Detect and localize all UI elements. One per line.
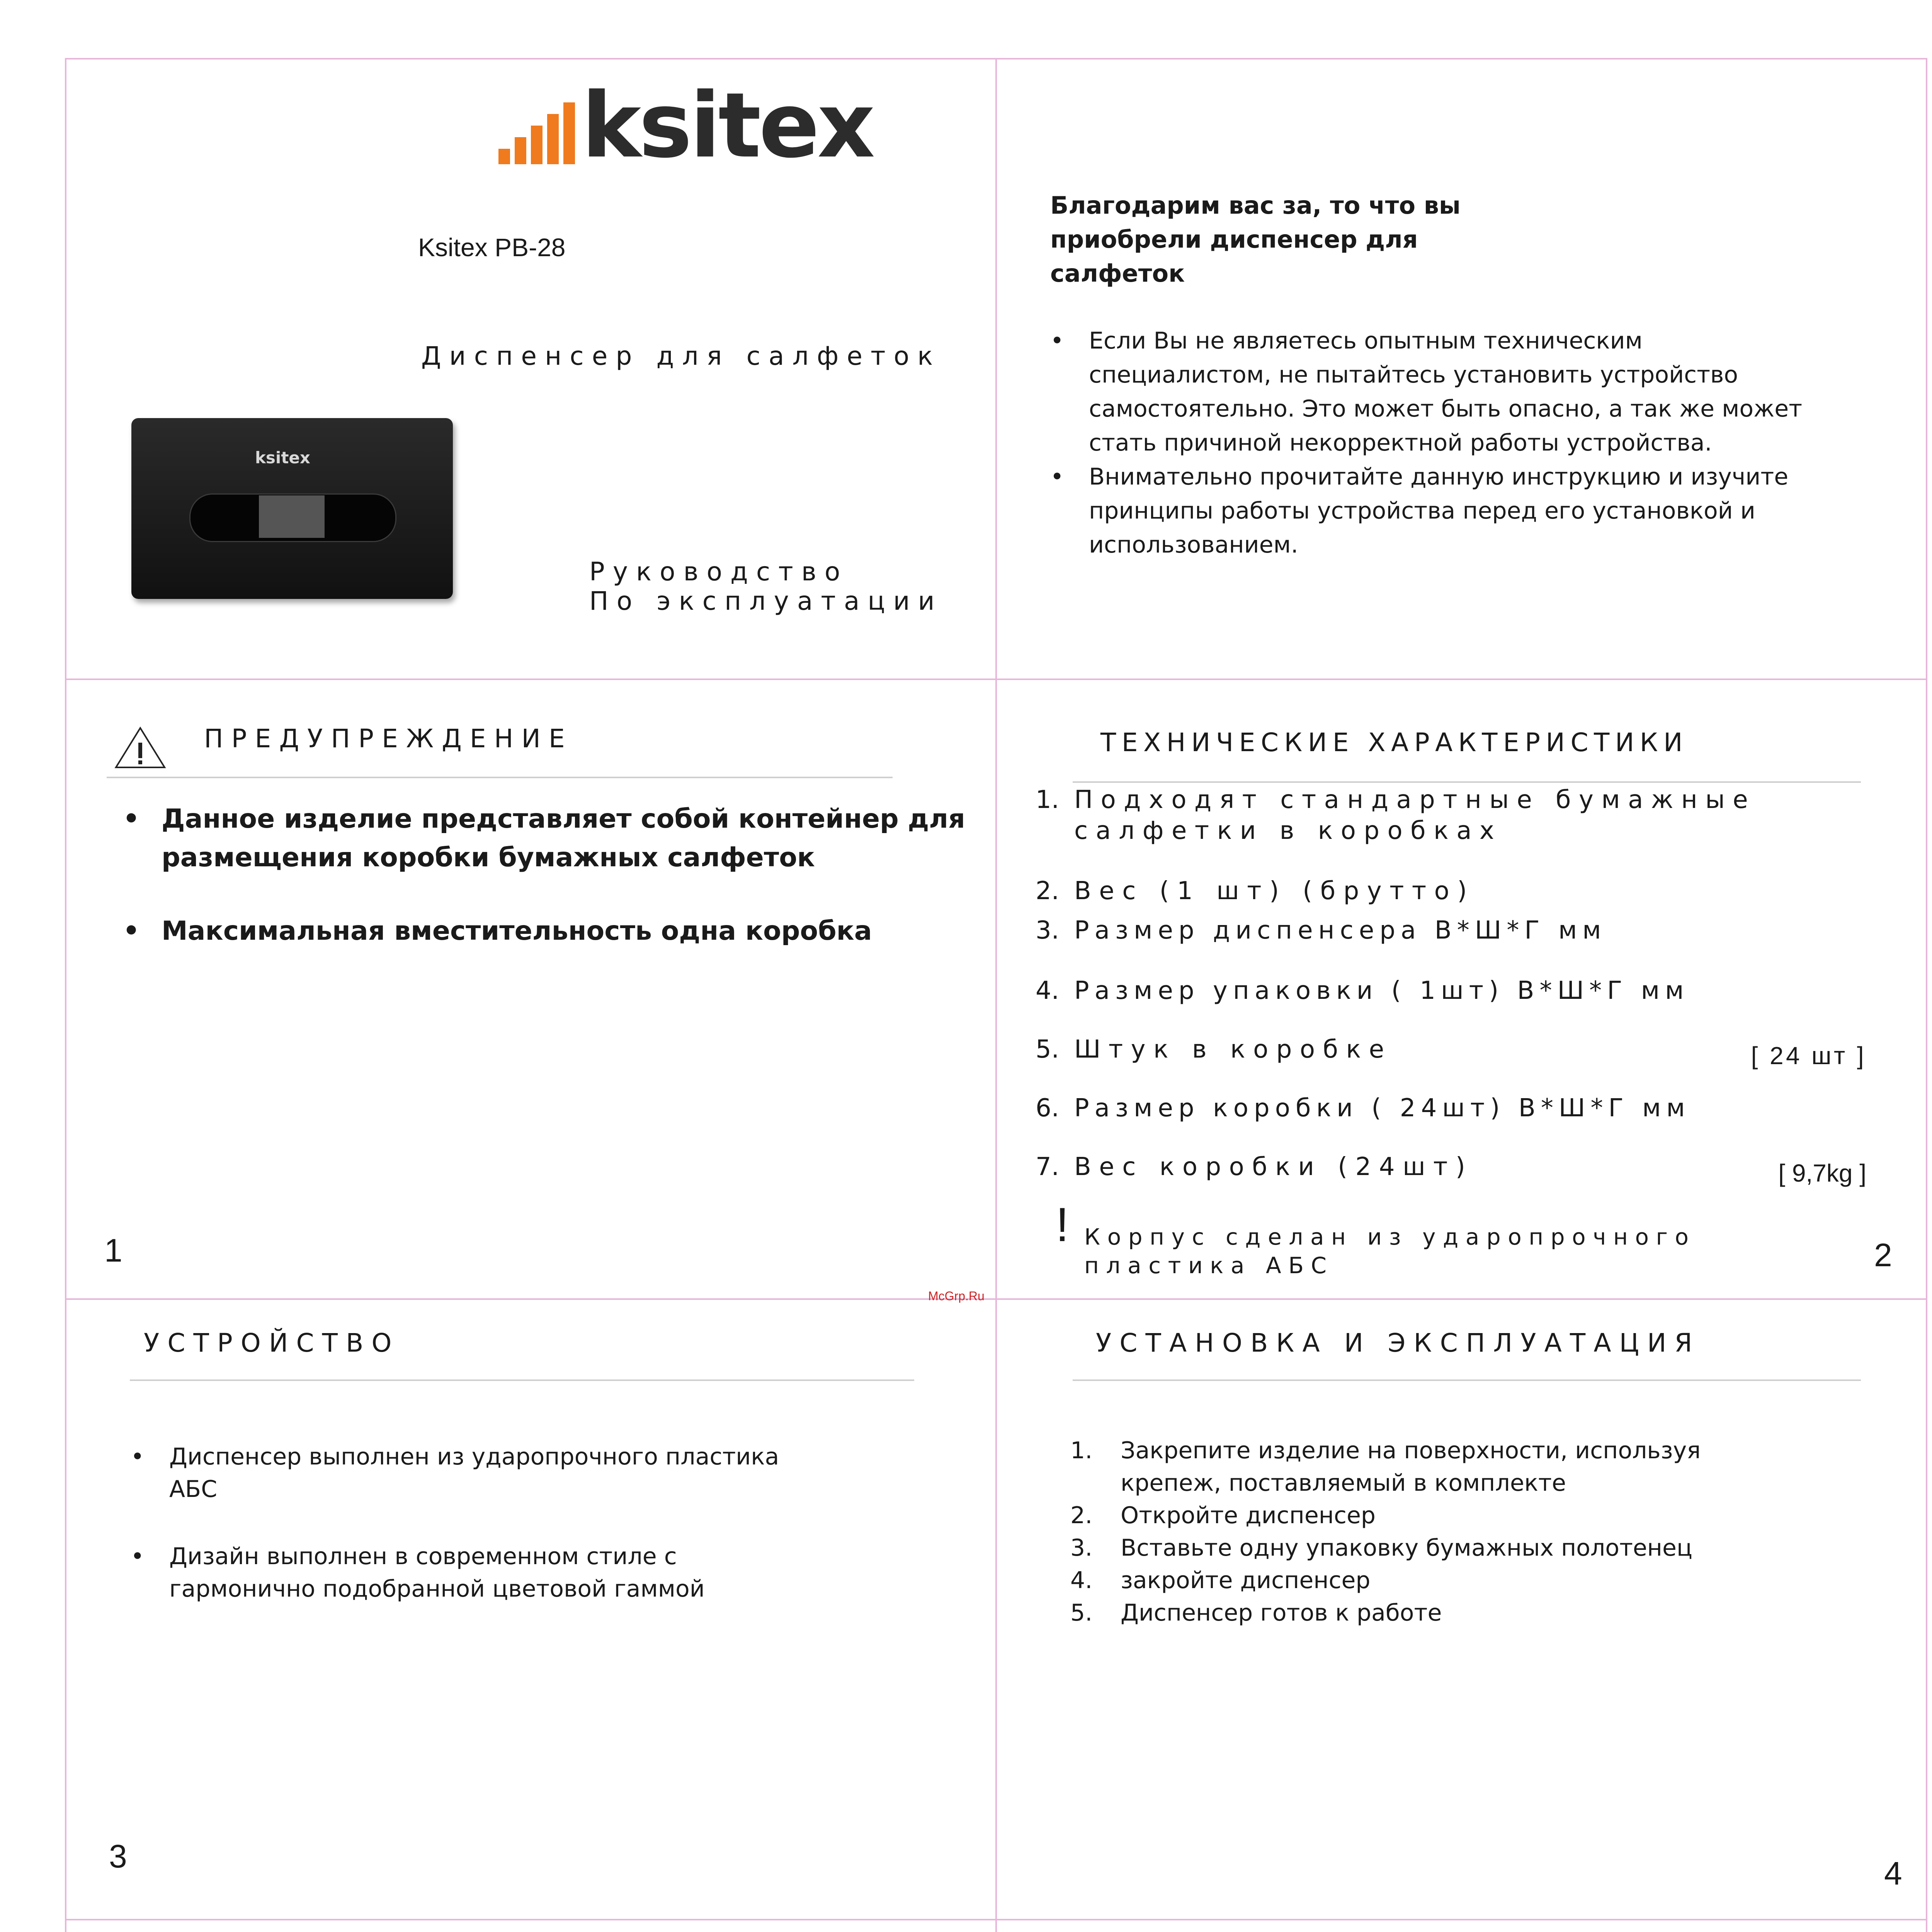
- device-slot-window: [259, 495, 325, 538]
- intro-title-line2: приобрели диспенсер для: [1050, 225, 1418, 253]
- watermark: McGrp.Ru: [928, 1289, 985, 1303]
- list-item: 1. Закрепите изделие на поверхности, используя крепеж, поставляемый в комплекте: [1070, 1437, 1701, 1497]
- manual-title-line2: По эксплуатации: [589, 586, 943, 616]
- page-divider-row3: [65, 1919, 1927, 1920]
- brand-logo: [498, 73, 939, 178]
- intro-title-line3: салфеток: [1050, 259, 1185, 287]
- list-item: • Диспенсер выполнен из ударопрочного пластика АБС: [131, 1440, 787, 1505]
- intro-title: [1050, 189, 1461, 291]
- page-divider-row2: [65, 1298, 1927, 1300]
- page-border-left: [65, 58, 66, 1932]
- list-item: 3. Вставьте одну упаковку бумажных полотенец: [1070, 1534, 1692, 1561]
- device-title-rule: [130, 1379, 914, 1381]
- logo-bars-icon: [498, 99, 587, 168]
- list-item: 2. Откройте диспенсер: [1070, 1502, 1376, 1529]
- page-number-4: 4: [1884, 1855, 1902, 1891]
- install-steps-1: [1070, 1434, 1804, 1629]
- note-exclamation-icon: !: [1056, 1198, 1069, 1252]
- page-number-3: 3: [109, 1838, 127, 1874]
- page-number-1: 1: [104, 1232, 122, 1269]
- intro-title-line1: Благодарим вас за, то что вы: [1050, 191, 1461, 219]
- install-title-1: УСТАНОВКА И ЭКСПЛУАТАЦИЯ: [1096, 1328, 1701, 1358]
- list-item: 4. закройте диспенсер: [1070, 1567, 1371, 1594]
- spec-value-7: [ 9,7kg ]: [1778, 1159, 1866, 1187]
- list-item: • Если Вы не являетесь опытным техническим специалистом, не пытайтесь установить устройство самостоятельно. Это может быть опасно, а так же может стать причиной некорректной работы устройства.: [1050, 324, 1823, 460]
- warning-title-rule: [107, 777, 893, 778]
- brand-name: ksitex: [582, 73, 873, 178]
- list-item: • Внимательно прочитайте данную инструкцию и изучите принципы работы устройства перед его установкой и использованием.: [1050, 460, 1823, 562]
- list-item: 5. Диспенсер готов к работе: [1070, 1599, 1442, 1626]
- device-title: УСТРОЙСТВО: [144, 1328, 400, 1358]
- model-name: Ksitex PB-28: [418, 233, 566, 262]
- warning-bullets: [123, 800, 973, 951]
- note-line1: Корпус сделан из ударопрочного: [1084, 1224, 1696, 1250]
- specs-title-rule: [1073, 781, 1861, 783]
- list-item: • Дизайн выполнен в современном стиле с гармонично подобранной цветовой гаммой: [131, 1540, 787, 1605]
- device-logo: ksitex: [255, 448, 310, 467]
- specs-title: ТЕХНИЧЕСКИЕ ХАРАКТЕРИСТИКИ: [1100, 728, 1689, 757]
- list-item: • Максимальная вместительность одна коробка: [123, 912, 973, 951]
- page-divider-row1: [65, 679, 1927, 680]
- page-border-right: [1926, 58, 1927, 1932]
- device-bullets: [131, 1440, 787, 1605]
- warning-icon: [114, 726, 166, 769]
- page-number-2: 2: [1874, 1237, 1892, 1273]
- manual-title-line1: Руководство: [589, 557, 849, 587]
- product-name: Диспенсер для салфеток: [421, 341, 941, 371]
- spec-value-5: [ 24 шт ]: [1751, 1042, 1866, 1070]
- intro-bullets: [1050, 324, 1823, 562]
- list-item: • Данное изделие представляет собой контейнер для размещения коробки бумажных салфеток: [123, 800, 973, 877]
- page-divider-vertical: [995, 58, 997, 1932]
- install-title-rule-1: [1073, 1379, 1861, 1381]
- product-image: [131, 418, 453, 599]
- warning-title: ПРЕДУПРЕЖДЕНИЕ: [204, 724, 573, 753]
- page-border-top: [65, 58, 1927, 60]
- note-line2: пластика АБС: [1084, 1252, 1334, 1279]
